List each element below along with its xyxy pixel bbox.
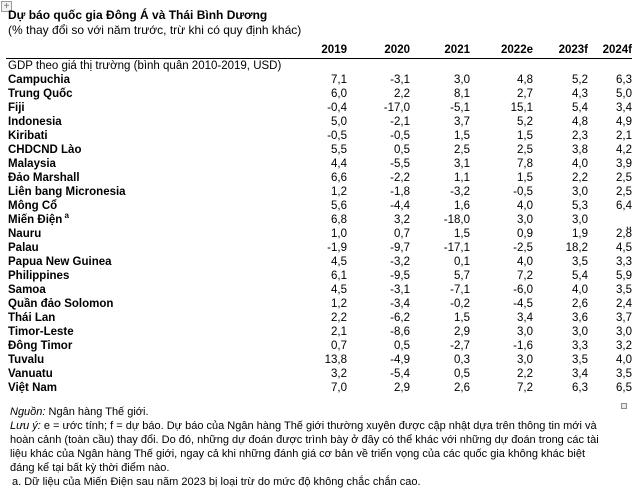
- country-column-header: [6, 41, 306, 58]
- value-cell: 3,4: [572, 367, 588, 380]
- footnote-a: a. Dữ liệu của Miến Điện sau năm 2023 bị loại trừ do mức độ không chắc chắn cao.: [12, 475, 421, 488]
- value-cell: 4,2: [616, 143, 632, 156]
- value-cell: 4,0: [517, 199, 533, 212]
- value-cell: 6,8: [331, 213, 347, 226]
- value-cell: 2,7: [517, 87, 533, 100]
- country-name: Fiji: [8, 101, 25, 114]
- value-cell: -9,5: [390, 269, 410, 282]
- value-cell: 18,2: [565, 241, 588, 254]
- value-cell: -4,9: [390, 353, 410, 366]
- country-name: Mông Cổ: [8, 199, 58, 212]
- year-column-header: 2024f: [602, 43, 632, 56]
- value-cell: 0,3: [454, 353, 470, 366]
- value-cell: 4,5: [616, 241, 632, 254]
- value-cell: 5,4: [572, 101, 588, 114]
- value-cell: 4,5: [331, 255, 347, 268]
- country-name: Kiribati: [8, 129, 48, 142]
- value-cell: 7,0: [331, 381, 347, 394]
- value-cell: 0,7: [394, 227, 410, 240]
- value-cell: 3,5: [572, 255, 588, 268]
- table-row: [6, 143, 632, 157]
- value-cell: 3,3: [616, 255, 632, 268]
- value-cell: 1,5: [454, 129, 470, 142]
- value-cell: -0,2: [450, 297, 470, 310]
- forecast-table: [6, 41, 632, 395]
- country-name: Trung Quốc: [8, 87, 73, 100]
- value-cell: 2,2: [517, 367, 533, 380]
- section-row-label: GDP theo giá thị trường (bình quân 2010-2019, USD): [8, 59, 282, 72]
- section-row: [6, 58, 632, 73]
- value-cell: -3,4: [390, 297, 410, 310]
- page-title: Dự báo quốc gia Đông Á và Thái Bình Dương: [8, 8, 268, 22]
- year-column-header: 2020: [384, 43, 410, 56]
- year-column-header: 2021: [444, 43, 470, 56]
- value-cell: 3,0: [572, 185, 588, 198]
- country-name: Miến Điện $^a$: [8, 210, 69, 226]
- value-cell: 6,0: [331, 87, 347, 100]
- table-row: [6, 325, 632, 339]
- value-cell: 2,5: [454, 143, 470, 156]
- value-cell: -2,2: [390, 171, 410, 184]
- value-cell: 3,5: [572, 353, 588, 366]
- value-cell: 5,3: [572, 199, 588, 212]
- no-data-marker: ,,: [625, 218, 632, 231]
- table-row: [6, 297, 632, 311]
- value-cell: 4,0: [616, 353, 632, 366]
- table-row: [6, 129, 632, 143]
- value-cell: -2,5: [513, 241, 533, 254]
- table-row: [6, 269, 632, 283]
- value-cell: 5,4: [572, 269, 588, 282]
- value-cell: -5,5: [390, 157, 410, 170]
- value-cell: 3,0: [517, 213, 533, 226]
- table-row: [6, 255, 632, 269]
- table-row: [6, 73, 632, 87]
- value-cell: 3,4: [616, 101, 632, 114]
- country-name: Palau: [8, 241, 39, 254]
- value-cell: -9,7: [390, 241, 410, 254]
- value-cell: 4,0: [572, 283, 588, 296]
- value-cell: 6,3: [572, 381, 588, 394]
- table-footer: [6, 405, 610, 489]
- value-cell: -17,0: [383, 101, 410, 114]
- table-row: [6, 241, 632, 255]
- value-cell: 4,4: [331, 157, 347, 170]
- value-cell: 6,6: [331, 171, 347, 184]
- country-name: Samoa: [8, 283, 46, 296]
- value-cell: -3,2: [450, 185, 470, 198]
- value-cell: -5,4: [390, 367, 410, 380]
- value-cell: 3,4: [517, 311, 533, 324]
- value-cell: -0,5: [513, 185, 533, 198]
- country-name: Campuchia: [8, 73, 70, 86]
- table-row: [6, 367, 632, 381]
- value-cell: 2,4: [616, 297, 632, 310]
- forecast-table-header: [6, 41, 632, 58]
- table-row: [6, 283, 632, 297]
- table-row: [6, 227, 632, 241]
- value-cell: 0,5: [454, 367, 470, 380]
- value-cell: 4,0: [572, 157, 588, 170]
- year-column-header: 2022e: [501, 43, 533, 56]
- value-cell: 2,2: [331, 311, 347, 324]
- value-cell: 4,3: [572, 87, 588, 100]
- country-name: Vanuatu: [8, 367, 53, 380]
- footnote-marker: a: [62, 210, 69, 220]
- value-cell: 4,5: [331, 283, 347, 296]
- value-cell: 1,2: [331, 297, 347, 310]
- source-line: [10, 405, 610, 419]
- year-column-header: 2023f: [558, 43, 588, 56]
- value-cell: 7,2: [517, 269, 533, 282]
- value-cell: 1,9: [572, 227, 588, 240]
- value-cell: 13,8: [324, 353, 347, 366]
- value-cell: 4,9: [616, 115, 632, 128]
- value-cell: -0,5: [327, 129, 347, 142]
- value-cell: -3,2: [390, 255, 410, 268]
- table-row: [6, 171, 632, 185]
- value-cell: 2,5: [616, 185, 632, 198]
- value-cell: 2,6: [454, 381, 470, 394]
- table-row: [6, 101, 632, 115]
- country-name: Indonesia: [8, 115, 62, 128]
- value-cell: 4,8: [517, 73, 533, 86]
- country-name: Timor-Leste: [8, 325, 74, 338]
- source-text: Ngân hàng Thế giới.: [45, 405, 149, 418]
- value-cell: 5,2: [517, 115, 533, 128]
- value-cell: 5,6: [331, 199, 347, 212]
- value-cell: 1,6: [454, 199, 470, 212]
- value-cell: 2,6: [572, 297, 588, 310]
- value-cell: [588, 213, 632, 231]
- value-cell: -4,4: [390, 199, 410, 212]
- value-cell: 6,3: [616, 73, 632, 86]
- value-cell: 5,7: [454, 269, 470, 282]
- value-cell: 5,0: [616, 87, 632, 100]
- value-cell: 5,2: [572, 73, 588, 86]
- value-cell: -8,6: [390, 325, 410, 338]
- country-name: Liên bang Micronesia: [8, 185, 126, 198]
- note-line: [10, 419, 610, 475]
- year-column-header: 2019: [321, 43, 347, 56]
- table-row: [6, 381, 632, 395]
- table-row: [6, 185, 632, 199]
- value-cell: 1,5: [517, 129, 533, 142]
- value-cell: 7,8: [517, 157, 533, 170]
- value-cell: 1,5: [454, 227, 470, 240]
- table-row: [6, 213, 632, 227]
- table-block: [6, 8, 636, 489]
- value-cell: 1,2: [331, 185, 347, 198]
- value-cell: -3,1: [390, 283, 410, 296]
- value-cell: 2,1: [331, 325, 347, 338]
- value-cell: 3,2: [394, 213, 410, 226]
- value-cell: 0,1: [454, 255, 470, 268]
- value-cell: 2,8: [616, 227, 632, 240]
- value-cell: 4,8: [572, 115, 588, 128]
- value-cell: -1,9: [327, 241, 347, 254]
- value-cell: -3,1: [390, 73, 410, 86]
- value-cell: 3,3: [572, 339, 588, 352]
- note-label: Lưu ý:: [10, 419, 41, 432]
- value-cell: 2,2: [572, 171, 588, 184]
- value-cell: 3,1: [454, 157, 470, 170]
- country-name: Việt Nam: [8, 381, 58, 394]
- value-cell: 0,5: [394, 143, 410, 156]
- table-row: [6, 157, 632, 171]
- value-cell: 1,5: [454, 311, 470, 324]
- value-cell: 3,6: [572, 311, 588, 324]
- value-cell: -18,0: [443, 213, 470, 226]
- country-name: Quần đảo Solomon: [8, 297, 114, 310]
- value-cell: 7,2: [517, 381, 533, 394]
- value-cell: 3,9: [616, 157, 632, 170]
- value-cell: 5,0: [331, 115, 347, 128]
- page-subtitle: (% thay đổi so với năm trước, trừ khi có quy định khác): [8, 23, 302, 37]
- value-cell: -2,1: [390, 115, 410, 128]
- value-cell: -7,1: [450, 283, 470, 296]
- value-cell: -17,1: [443, 241, 470, 254]
- value-cell: 8,1: [454, 87, 470, 100]
- value-cell: 2,9: [454, 325, 470, 338]
- value-cell: 0,5: [394, 339, 410, 352]
- country-name: CHDCND Lào: [8, 143, 82, 156]
- value-cell: -6,0: [513, 283, 533, 296]
- value-cell: -4,5: [513, 297, 533, 310]
- value-cell: -0,4: [327, 101, 347, 114]
- value-cell: 1,1: [454, 171, 470, 184]
- table-row: [6, 199, 632, 213]
- forecast-table-body: [6, 58, 632, 395]
- value-cell: 2,1: [616, 129, 632, 142]
- value-cell: 3,7: [454, 115, 470, 128]
- value-cell: 4,0: [517, 255, 533, 268]
- value-cell: 6,1: [331, 269, 347, 282]
- value-cell: -1,8: [390, 185, 410, 198]
- value-cell: 5,9: [616, 269, 632, 282]
- value-cell: 15,1: [510, 101, 533, 114]
- country-name: Philippines: [8, 269, 70, 282]
- country-name: Thái Lan: [8, 311, 56, 324]
- value-cell: 3,0: [572, 325, 588, 338]
- value-cell: 1,5: [517, 171, 533, 184]
- source-label: Nguồn:: [10, 405, 46, 418]
- value-cell: 7,1: [331, 73, 347, 86]
- value-cell: 3,2: [616, 339, 632, 352]
- value-cell: -0,5: [390, 129, 410, 142]
- value-cell: 3,8: [572, 143, 588, 156]
- country-name: Malaysia: [8, 157, 56, 170]
- table-move-handle-icon[interactable]: +: [1, 1, 12, 12]
- value-cell: 5,5: [331, 143, 347, 156]
- value-cell: 2,2: [394, 87, 410, 100]
- value-cell: 0,7: [331, 339, 347, 352]
- value-cell: -2,7: [450, 339, 470, 352]
- value-cell: 0,9: [517, 227, 533, 240]
- value-cell: 2,3: [572, 129, 588, 142]
- table-row: [6, 87, 632, 101]
- table-row: [6, 339, 632, 353]
- table-row: [6, 115, 632, 129]
- value-cell: -5,1: [450, 101, 470, 114]
- table-row: [6, 353, 632, 367]
- value-cell: 6,5: [616, 381, 632, 394]
- country-name: Đảo Marshall: [8, 171, 80, 184]
- value-cell: -6,2: [390, 311, 410, 324]
- value-cell: 1,0: [331, 227, 347, 240]
- year-header-row: [6, 41, 632, 58]
- value-cell: 3,2: [331, 367, 347, 380]
- value-cell: 3,0: [454, 73, 470, 86]
- table-row: [6, 311, 632, 325]
- value-cell: 2,5: [616, 171, 632, 184]
- value-cell: 2,9: [394, 381, 410, 394]
- value-cell: -1,6: [513, 339, 533, 352]
- value-cell: 3,5: [616, 367, 632, 380]
- value-cell: 2,5: [517, 143, 533, 156]
- value-cell: 3,0: [517, 353, 533, 366]
- country-name: Đông Timor: [8, 339, 73, 352]
- value-cell: 3,5: [616, 283, 632, 296]
- country-name: Papua New Guinea: [8, 255, 112, 268]
- value-cell: 3,0: [517, 325, 533, 338]
- note-text: e = ước tính; f = dự báo. Dự báo của Ngân hàng Thế giới thường xuyên được cập nhật dựa trên thông tin mới và hoàn cảnh (toàn cầu) thay đổi. Do đó, những dự đoán được trình bày ở đây có thể khác với những dự đoán trong các tài liệu khác của Ngân hàng Thế giới, ngay cả khi những đánh giá cơ bản về triển vọng của các quốc gia không khác biệt đáng kể tại bất kỳ thời điểm nào.: [10, 419, 599, 474]
- country-name: Tuvalu: [8, 353, 45, 366]
- value-cell: 3,7: [616, 311, 632, 324]
- country-name: Nauru: [8, 227, 42, 240]
- value-cell: 6,4: [616, 199, 632, 212]
- value-cell: 3,0: [572, 213, 588, 226]
- value-cell: 3,0: [616, 325, 632, 338]
